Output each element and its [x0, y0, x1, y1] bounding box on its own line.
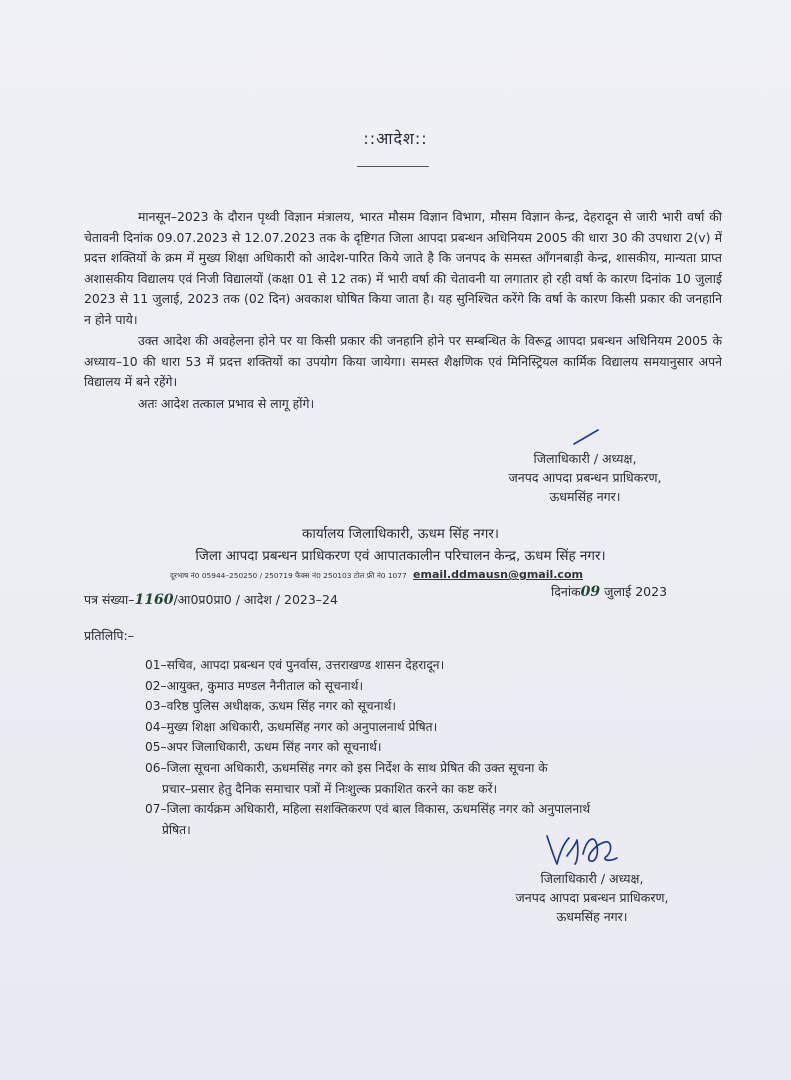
- date-month-year: जुलाई 2023: [604, 584, 668, 599]
- list-item: 01–सचिव, आपदा प्रबन्धन एवं पुनर्वास, उत्तराखण्ड शासन देहरादून।: [145, 658, 445, 672]
- reference-label: पत्र संख्या–: [84, 592, 135, 607]
- copy-heading: प्रतिलिपि:–: [84, 628, 134, 643]
- list-item: [145, 799, 735, 840]
- contact-phone-fax: दूरभाष नं0 05944–250250 / 250719 फैक्स नं0 250103 टोल फ्री नं0 1077: [170, 571, 407, 580]
- copy-list: [145, 655, 735, 840]
- signatory-authority: जनपद आपदा प्रबन्धन प्राधिकरण,: [515, 890, 669, 905]
- signature-block-1: [470, 449, 700, 506]
- letter-date: [551, 583, 667, 600]
- date-handwritten-day: 09: [580, 584, 601, 600]
- copy-07-line-1: 07–जिला कार्यक्रम अधिकारी, महिला सशक्तिकरण एवं बाल विकास, ऊधमसिंह नगर को अनुपालनार्थ: [145, 802, 591, 817]
- copy-07-line-2: प्रेषित।: [162, 822, 191, 837]
- order-paragraph-3: अतः आदेश तत्काल प्रभाव से लागू होंगे।: [138, 396, 315, 411]
- copy-06-line-2: प्रचार–प्रसार हेतु दैनिक समाचार पत्रों में निःशुल्क प्रकाशित करने का कष्ट करें।: [162, 781, 498, 796]
- title-underline: [357, 166, 429, 167]
- reference-suffix: /आ0प्र0प्रा0 / आदेश / 2023–24: [173, 592, 338, 607]
- list-item: 02–आयुक्त, कुमाउ मण्डल नैनीताल को सूचनार्थ।: [145, 678, 364, 693]
- list-item: 03–वरिष्ठ पुलिस अधीक्षक, ऊधम सिंह नगर को सूचनार्थ।: [145, 699, 396, 714]
- list-item: 05–अपर जिलाधिकारी, ऊधम सिंह नगर को सूचनार्थ।: [145, 740, 382, 755]
- signatory-authority: जनपद आपदा प्रबन्धन प्राधिकरण,: [508, 470, 662, 485]
- reference-number: [84, 591, 338, 608]
- handwritten-signature: [543, 826, 623, 870]
- signature-block-2: [476, 869, 708, 926]
- reference-handwritten-number: 1160: [134, 592, 174, 608]
- order-paragraph-2: उक्त आदेश की अवहेलना होने पर या किसी प्रकार की जनहानि होने पर सम्बन्धित के विरूद्व आपदा प्रबन्धन अधिनियम 2005 के अध्याय–10 की धारा 53 में प्रदत्त शक्तियों का उपयोग किया जायेगा। समस्त शैक्षणिक एवं मिनिस्ट्रियल कार्मिक विद्यालय समयानुसार अपने विद्यालय में बने रहेंगे।: [84, 333, 722, 389]
- list-item: 04–मुख्य शिक्षा अधिकारी, ऊधमसिंह नगर को अनुपालनार्थ प्रेषित।: [145, 719, 438, 734]
- copy-06-line-1: 06–जिला सूचना अधिकारी, ऊधमसिंह नगर को इस निर्देश के साथ प्रेषित की उक्त सूचना के: [145, 760, 548, 775]
- signatory-designation: जिलाधिकारी / अध्यक्ष,: [540, 871, 644, 886]
- office-full-name: जिला आपदा प्रबन्धन प्राधिकरण एवं आपातकालीन परिचालन केन्द्र, ऊधम सिंह नगर।: [195, 548, 606, 564]
- order-paragraph-1: मानसून–2023 के दौरान पृथ्वी विज्ञान मंत्रालय, भारत मौसम विज्ञान विभाग, मौसम विज्ञान केन्द्र, देहरादून से जारी भारी वर्षा की चेतावनी दिनांक 09.07.2023 से 12.07.2023 तक के दृष्टिगत जिला आपदा प्रबन्धन अधिनियम 2005 की धारा 30 की उपधारा 2(v) में प्रदत्त शक्तियों के क्रम में मुख्य शिक्षा अधिकारी को आदेश-पारित किये जाते है कि जनपद के समस्त आँगनबाड़ी केन्द्र, शासकीय, मान्यता प्राप्त अशासकीय विद्यालय एवं निजी विद्यालयों (कक्षा 01 से 12 तक) में भारी वर्षा की चेतावनी या लगातार हो रही वर्षा के कारण दिनांक 10 जुलाई 2023 से 11 जुलाई, 2023 तक (02 दिन) अवकाश घोषित किया जाता है। यह सुनिश्चित करेंगे कि वर्षा के कारण किसी प्रकार की जनहानि न होने पाये।: [84, 209, 722, 327]
- date-label: दिनांक: [551, 584, 581, 599]
- contact-email[interactable]: email.ddmausn@gmail.com: [413, 568, 583, 581]
- office-name: कार्यालय जिलाधिकारी, ऊधम सिंह नगर।: [302, 526, 499, 542]
- signature-tick-mark: [572, 428, 600, 446]
- contact-line: [170, 568, 583, 581]
- signatory-district: ऊधमसिंह नगर।: [549, 489, 621, 504]
- signatory-district: ऊधमसिंह नगर।: [556, 909, 628, 924]
- list-item: [145, 758, 735, 799]
- order-title: ::आदेश::: [363, 129, 428, 148]
- signatory-designation: जिलाधिकारी / अध्यक्ष,: [533, 451, 637, 466]
